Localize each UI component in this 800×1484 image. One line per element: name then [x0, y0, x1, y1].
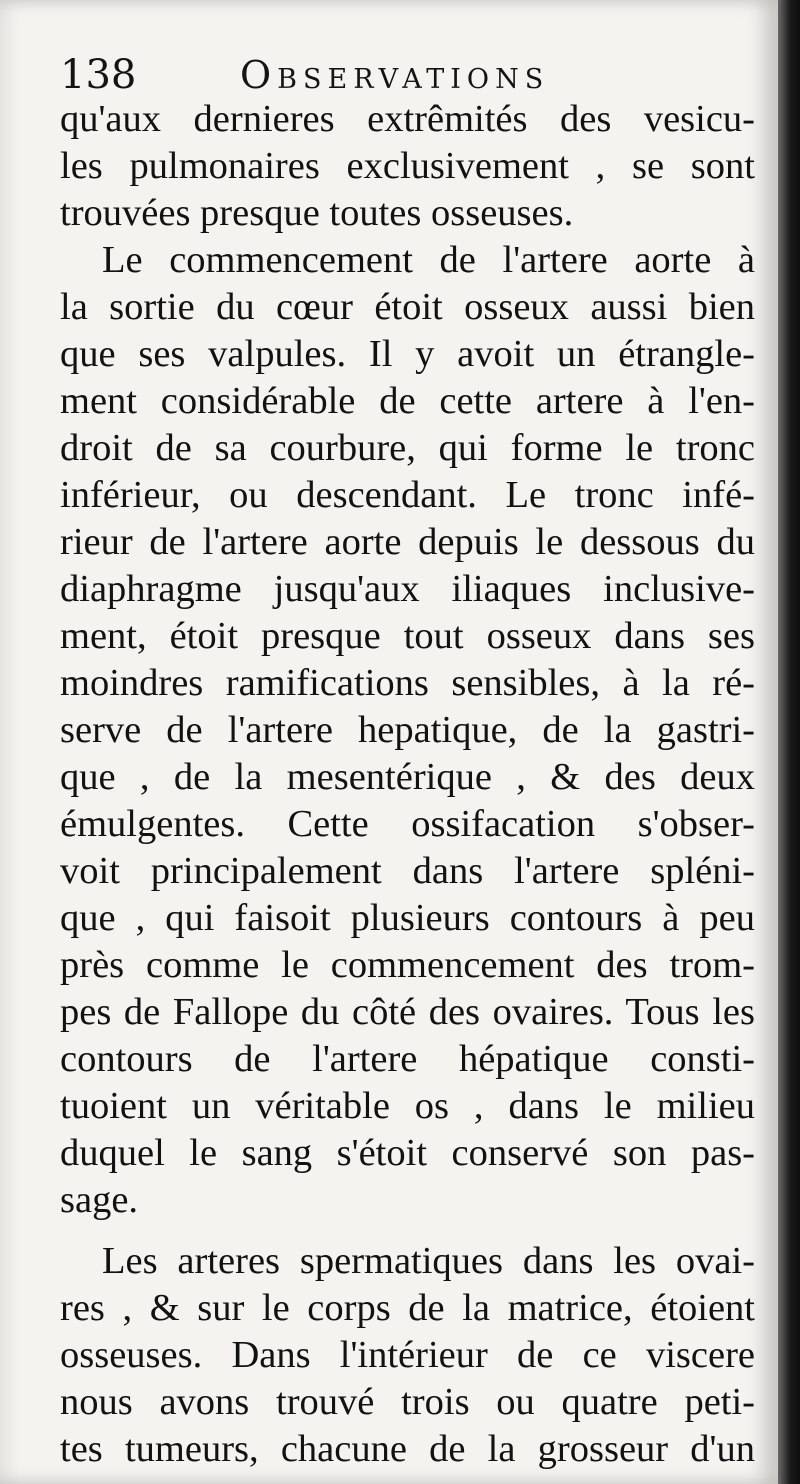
text-line: la sortie du cœur étoit osseux aussi bien	[60, 286, 755, 328]
text-line: voit principalement dans l'artere spléni-	[60, 850, 755, 892]
text-line: sage.	[60, 1179, 139, 1221]
text-line: nous avons trouvé trois ou quatre peti-	[60, 1381, 755, 1423]
text-line: pes de Fallope du côté des ovaires. Tous les	[60, 991, 755, 1033]
text-line: près comme le commencement des trom-	[60, 944, 755, 986]
text-line: que , de la mesentérique , & des deux	[60, 756, 755, 798]
text-line: les pulmonaires exclusivement , se sont	[60, 145, 755, 187]
text-line: res , & sur le corps de la matrice, étoient	[60, 1287, 755, 1329]
text-line: Les arteres spermatiques dans les ovai-	[102, 1240, 755, 1282]
text-line: rieur de l'artere aorte depuis le dessous du	[60, 521, 755, 563]
text-line: osseuses. Dans l'intérieur de ce viscere	[60, 1334, 755, 1376]
text-line: contours de l'artere hépatique consti-	[60, 1038, 755, 1080]
text-line: tes tumeurs, chacune de la grosseur d'un	[60, 1428, 755, 1470]
text-line: serve de l'artere hepatique, de la gastri-	[60, 709, 755, 751]
body-text	[60, 96, 755, 1473]
text-line: inférieur, ou descendant. Le tronc infé-	[60, 474, 755, 516]
running-head: Observations	[240, 53, 550, 97]
text-line: ment considérable de cette artere à l'en-	[60, 380, 755, 422]
book-gutter-shadow	[778, 0, 800, 1484]
text-line: que ses valpules. Il y avoit un étrangle-	[60, 333, 755, 375]
text-line: diaphragme jusqu'aux iliaques inclusive-	[60, 568, 755, 610]
text-line: duquel le sang s'étoit conservé son pas-	[60, 1132, 755, 1174]
text-line: ment, étoit presque tout osseux dans ses	[60, 615, 755, 657]
text-line: qu'aux dernieres extrêmités des vesicu-	[60, 98, 755, 140]
text-line: moindres ramifications sensibles, à la ré-	[60, 662, 755, 704]
text-line: tuoient un véritable os , dans le milieu	[60, 1085, 755, 1127]
page-header	[60, 52, 760, 98]
text-line: que , qui faisoit plusieurs contours à peu	[60, 897, 755, 939]
text-line: droit de sa courbure, qui forme le tronc	[60, 427, 755, 469]
text-line: trouvées presque toutes osseuses.	[60, 192, 574, 234]
page-number: 138	[60, 52, 137, 98]
text-line: émulgentes. Cette ossifacation s'obser-	[60, 803, 755, 845]
text-line: Le commencement de l'artere aorte à	[102, 239, 755, 281]
